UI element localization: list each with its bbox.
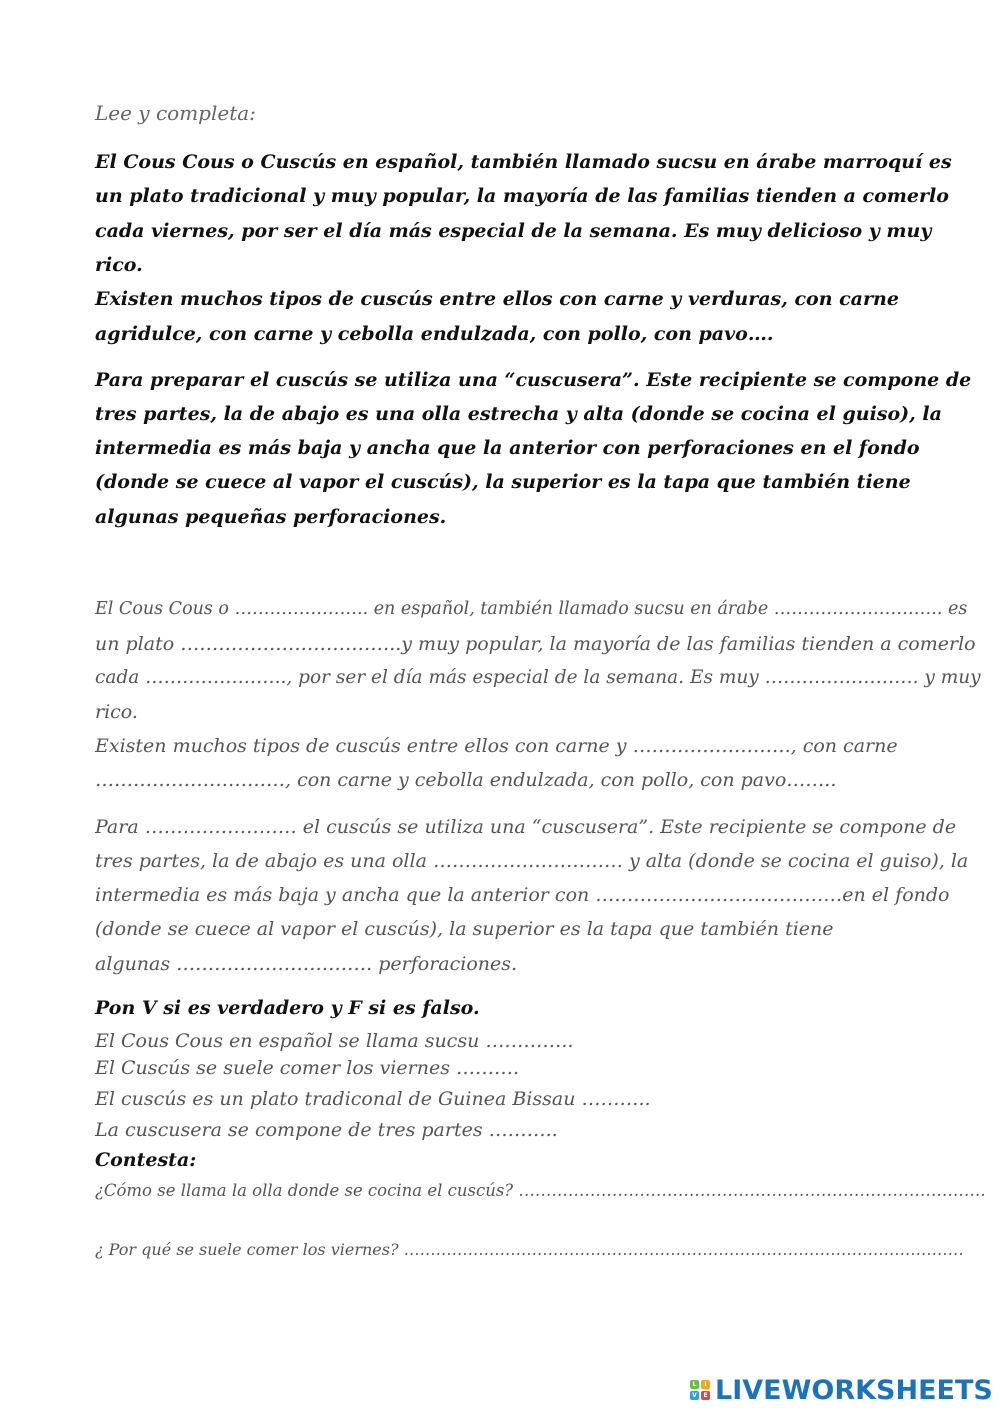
cloze-line: rico. [95,701,138,723]
cloze-line: algunas …………………………. perforaciones. [95,953,518,975]
reading-line: algunas pequeñas perforaciones. [95,506,447,528]
logo-letter: V [690,1391,699,1400]
cloze-line: un plato ……………………………..y muy popular, la mayoría de las familias tienden a comerlo [95,633,976,655]
reading-line: agridulce, con carne y cebolla endulzada, con pollo, con pavo…. [95,323,774,345]
true-false-item: El cuscús es un plato tradiconal de Guinea Bissau ……….. [95,1088,651,1110]
true-false-item: El Cous Cous en español se llama sucsu ………….. [95,1030,574,1052]
reading-line: El Cous Cous o Cuscús en español, también llamado sucsu en árabe marroquí es [95,151,952,173]
logo-letter: E [701,1391,710,1400]
logo-icon [690,1380,710,1400]
reading-line: intermedia es más baja y ancha que la anterior con perforaciones en el fondo [95,437,920,459]
question-line: ¿Cómo se llama la olla donde se cocina el cuscús? …………………………………………………………………………. [95,1181,986,1200]
reading-line: rico. [95,254,143,276]
liveworksheets-logo [690,1373,993,1407]
cloze-line: (donde se cuece al vapor el cuscús), la superior es la tapa que también tiene [95,918,834,940]
reading-line: tres partes, la de abajo es una olla estrecha y alta (donde se cocina el guiso), la [95,403,942,425]
true-false-title: Pon V si es verdadero y F si es falso. [95,997,480,1019]
reading-line: (donde se cuece al vapor el cuscús), la superior es la tapa que también tiene [95,471,911,493]
reading-line: Existen muchos tipos de cuscús entre ellos con carne y verduras, con carne [95,288,899,310]
cloze-line: El Cous Cous o ………………….. en español, también llamado sucsu en árabe ……………………….. es [95,599,968,619]
cloze-line: …………………………, con carne y cebolla endulzada, con pollo, con pavo…….. [95,769,837,791]
reading-line: cada viernes, por ser el día más especial de la semana. Es muy delicioso y muy [95,220,932,242]
cloze-line: Para …………………… el cuscús se utiliza una “cuscusera”. Este recipiente se compone de [95,816,957,838]
logo-letter: L [690,1380,699,1389]
question-line: ¿ Por qué se suele comer los viernes? …………………………………………………………………………………………… [95,1240,964,1259]
true-false-item: El Cuscús se suele comer los viernes ………. [95,1057,520,1079]
true-false-item: La cuscusera se compone de tres partes ……….. [95,1119,558,1141]
logo-text: LIVEWORKSHEETS [715,1374,993,1406]
cloze-line: cada ………………….., por ser el día más especial de la semana. Es muy ……………………. y muy [95,667,981,688]
reading-line: Para preparar el cuscús se utiliza una “cuscusera”. Este recipiente se compone de [95,369,972,391]
cloze-line: Existen muchos tipos de cuscús entre ellos con carne y ……………………., con carne [95,735,898,757]
cloze-line: intermedia es más baja y ancha que la anterior con …………………………………en el fondo [95,884,950,906]
logo-letter: I [701,1380,710,1389]
worksheet-heading: Lee y completa: [95,101,256,125]
cloze-line: tres partes, la de abajo es una olla ………………………… y alta (donde se cocina el guiso), la [95,850,969,872]
reading-line: un plato tradicional y muy popular, la mayoría de las familias tienden a comerlo [95,185,949,207]
answer-title: Contesta: [95,1149,197,1171]
